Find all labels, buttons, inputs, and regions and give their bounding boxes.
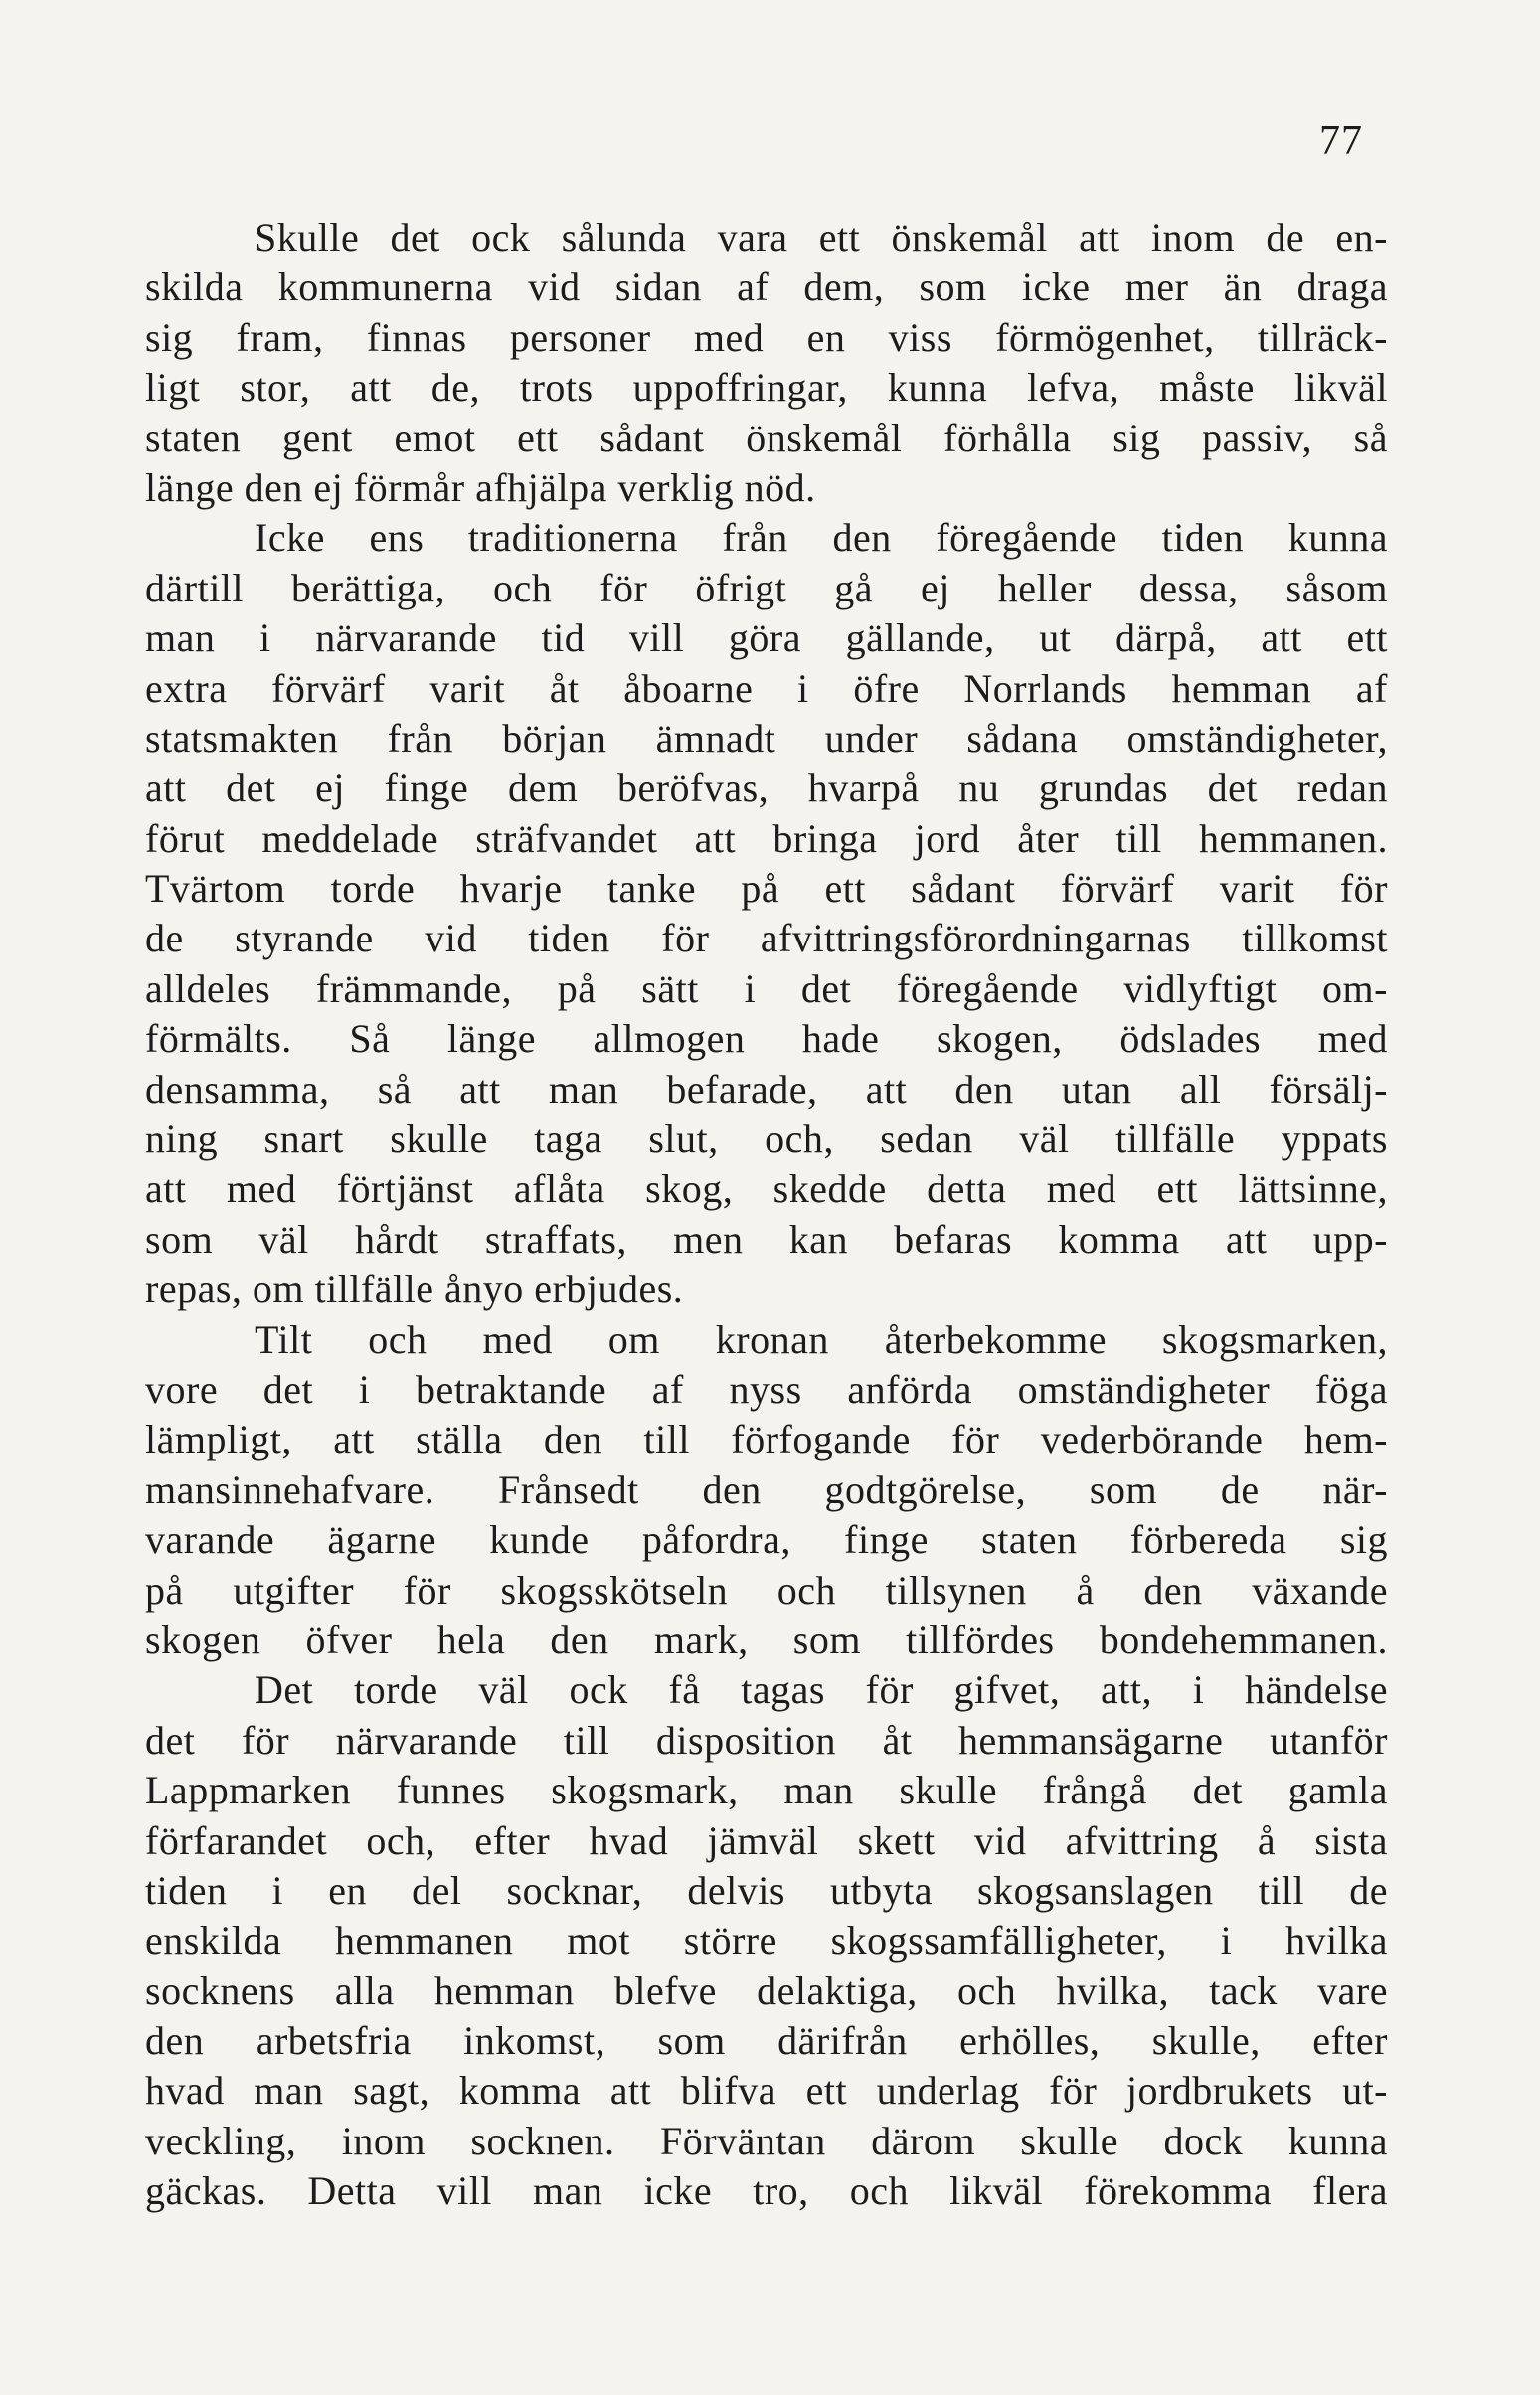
text-line: gäckas. Detta vill man icke tro, och likväl förekomma flera [145, 2168, 1388, 2214]
text-line: enskilda hemmanen mot större skogssamfälligheter, i hvilka [145, 1918, 1388, 1964]
text-line: den arbetsfria inkomst, som därifrån erhölles, skulle, efter [145, 2018, 1388, 2064]
text-line: Skulle det ock sålunda vara ett önskemål att inom de en- [255, 215, 1388, 259]
text-line: extra förvärf varit åt åboarne i öfre Norrlands hemman af [145, 665, 1388, 711]
text-line: staten gent emot ett sådant önskemål förhålla sig passiv, så [145, 415, 1388, 460]
text-line: Det torde väl ock få tagas för gifvet, att, i händelse [255, 1667, 1388, 1713]
text-line: ligt stor, att de, trots uppoffringar, kunna lefva, måste likväl [145, 365, 1388, 411]
text-line: sig fram, finnas personer med en viss förmögenhet, tillräck- [145, 314, 1388, 360]
text-line: skilda kommunerna vid sidan af dem, som icke mer än draga [145, 264, 1388, 310]
text-line: repas, om tillfälle ånyo erbjudes. [145, 1267, 684, 1312]
text-line: de styrande vid tiden för afvittringsförordningarnas tillkomst [145, 916, 1388, 961]
text-line: Lappmarken funnes skogsmark, man skulle frångå det gamla [145, 1768, 1388, 1813]
text-line: veckling, inom socknen. Förväntan därom skulle dock kunna [145, 2118, 1388, 2163]
text-line: socknens alla hemman blefve delaktiga, och hvilka, tack vare [145, 1967, 1388, 2013]
text-line: lämpligt, att ställa den till förfogande för vederbörande hem- [145, 1417, 1388, 1462]
text-line: skogen öfver hela den mark, som tillfördes bondehemmanen. [145, 1617, 1388, 1662]
text-line: därtill berättiga, och för öfrigt gå ej heller dessa, såsom [145, 565, 1388, 610]
text-line: statsmakten från början ämnadt under sådana omständigheter, [145, 715, 1388, 761]
text-line: länge den ej förmår afhjälpa verklig nöd. [145, 464, 816, 510]
text-line: man i närvarande tid vill göra gällande, ut därpå, att ett [145, 615, 1388, 661]
text-line: förut meddelade sträfvandet att bringa jord åter till hemmanen. [145, 815, 1388, 861]
text-line: att det ej finge dem beröfvas, hvarpå nu grundas det redan [145, 766, 1388, 811]
page-number: 77 [1319, 118, 1363, 164]
body-text [145, 213, 1388, 2217]
text-line: ning snart skulle taga slut, och, sedan väl tillfälle yppats [145, 1116, 1388, 1162]
text-line: Icke ens traditionerna från den föregående tiden kunna [255, 515, 1388, 561]
text-line: att med förtjänst aflåta skog, skedde detta med ett lättsinne, [145, 1166, 1388, 1212]
text-line: alldeles främmande, på sätt i det föregående vidlyftigt om- [145, 965, 1388, 1011]
text-line: hvad man sagt, komma att blifva ett underlag för jordbrukets ut- [145, 2068, 1388, 2114]
text-line: som väl hårdt straffats, men kan befaras komma att upp- [145, 1216, 1388, 1262]
text-line: mansinnehafvare. Frånsedt den godtgörelse, som de när- [145, 1466, 1388, 1512]
text-line: varande ägarne kunde påfordra, finge staten förbereda sig [145, 1517, 1388, 1563]
text-line: tiden i en del socknar, delvis utbyta skogsanslagen till de [145, 1867, 1388, 1913]
text-line: vore det i betraktande af nyss anförda omständigheter föga [145, 1366, 1388, 1412]
text-line: densamma, så att man befarade, att den utan all försälj- [145, 1066, 1388, 1112]
text-line: det för närvarande till disposition åt hemmansägarne utanför [145, 1717, 1388, 1763]
text-line: förfarandet och, efter hvad jämväl skett vid afvittring å sista [145, 1817, 1388, 1863]
text-line: Tilt och med om kronan återbekomme skogsmarken, [255, 1316, 1388, 1362]
text-line: Tvärtom torde hvarje tanke på ett sådant förvärf varit för [145, 866, 1388, 912]
text-line: på utgifter för skogsskötseln och tillsynen å den växande [145, 1567, 1388, 1613]
text-line: förmälts. Så länge allmogen hade skogen, ödslades med [145, 1016, 1388, 1062]
